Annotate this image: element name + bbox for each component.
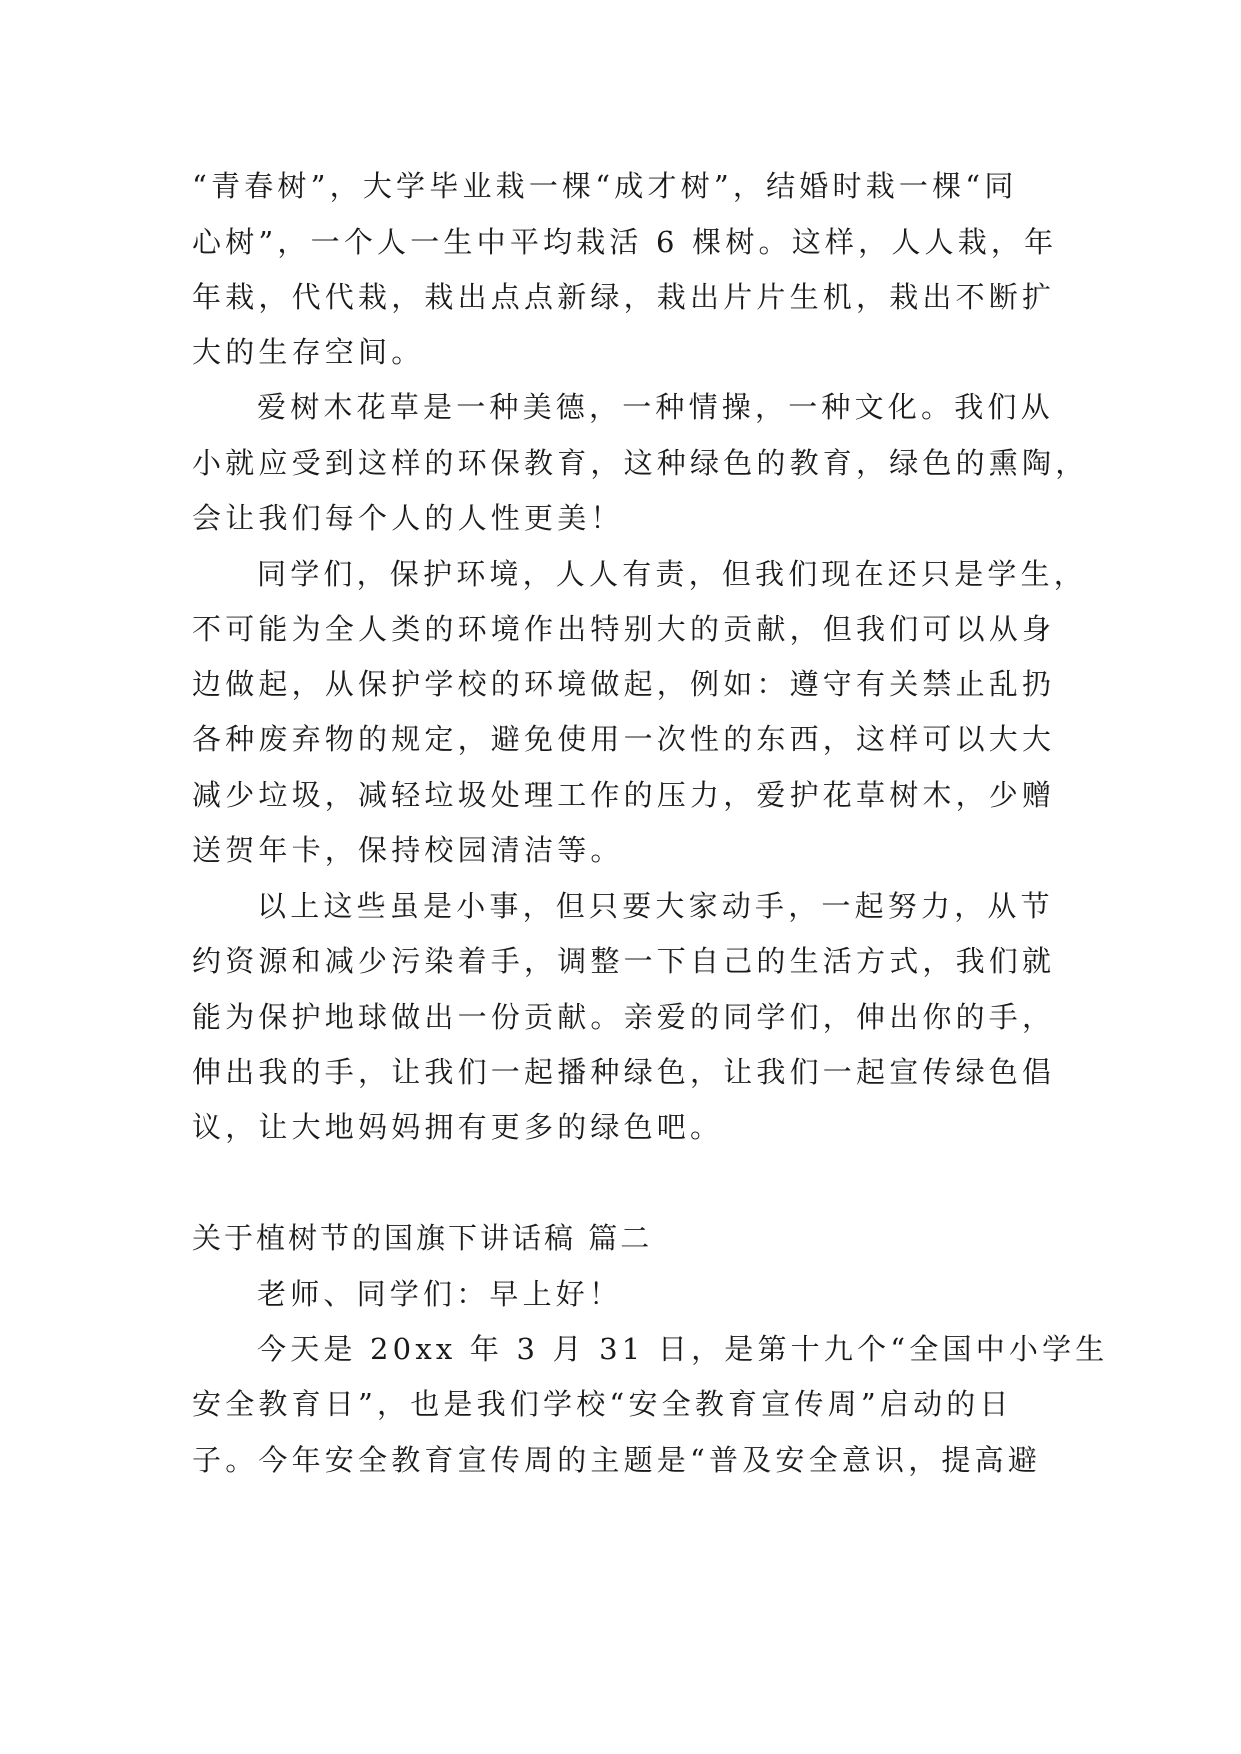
text-line: 会让我们每个人的人性更美！ bbox=[192, 501, 624, 535]
text-line: 议，让大地妈妈拥有更多的绿色吧。 bbox=[192, 1110, 724, 1144]
text-line: 子。今年安全教育宣传周的主题是“普及安全意识，提高避 bbox=[192, 1443, 1042, 1477]
text-line: 能为保护地球做出一份贡献。亲爱的同学们，伸出你的手， bbox=[192, 1000, 1056, 1034]
text-line: 伸出我的手，让我们一起播种绿色，让我们一起宣传绿色倡 bbox=[192, 1055, 1056, 1089]
text-line: 今天是 20xx 年 3 月 31 日，是第十九个“全国中小学生 bbox=[257, 1332, 1109, 1366]
text-line: 年栽，代代栽，栽出点点新绿，栽出片片生机，栽出不断扩 bbox=[192, 280, 1056, 314]
text-line: 小就应受到这样的环保教育，这种绿色的教育，绿色的熏陶， bbox=[192, 446, 1089, 480]
text-line: 约资源和减少污染着手，调整一下自己的生活方式，我们就 bbox=[192, 944, 1056, 978]
text-line: “青春树”，大学毕业栽一棵“成才树”，结婚时栽一棵“同 bbox=[192, 169, 1018, 203]
section-heading: 关于植树节的国旗下讲话稿 篇二 bbox=[192, 1221, 653, 1255]
text-line: 送贺年卡，保持校园清洁等。 bbox=[192, 833, 624, 867]
text-line: 减少垃圾，减轻垃圾处理工作的压力，爱护花草树木，少赠 bbox=[192, 778, 1056, 812]
text-line: 以上这些虽是小事，但只要大家动手，一起努力，从节 bbox=[257, 889, 1054, 923]
text-line: 大的生存空间。 bbox=[192, 335, 425, 369]
text-line: 边做起，从保护学校的环境做起，例如：遵守有关禁止乱扔 bbox=[192, 667, 1056, 701]
text-line: 同学们，保护环境，人人有责，但我们现在还只是学生， bbox=[257, 557, 1088, 591]
greeting-line: 老师、同学们：早上好！ bbox=[257, 1277, 623, 1311]
text-line: 心树”，一个人一生中平均栽活 6 棵树。这样，人人栽，年 bbox=[192, 225, 1058, 259]
text-line: 各种废弃物的规定，避免使用一次性的东西，这样可以大大 bbox=[192, 722, 1056, 756]
text-line: 不可能为全人类的环境作出特别大的贡献，但我们可以从身 bbox=[192, 612, 1056, 646]
text-line: 爱树木花草是一种美德，一种情操，一种文化。我们从 bbox=[257, 390, 1054, 424]
text-line: 安全教育日”，也是我们学校“安全教育宣传周”启动的日 bbox=[192, 1387, 1013, 1421]
